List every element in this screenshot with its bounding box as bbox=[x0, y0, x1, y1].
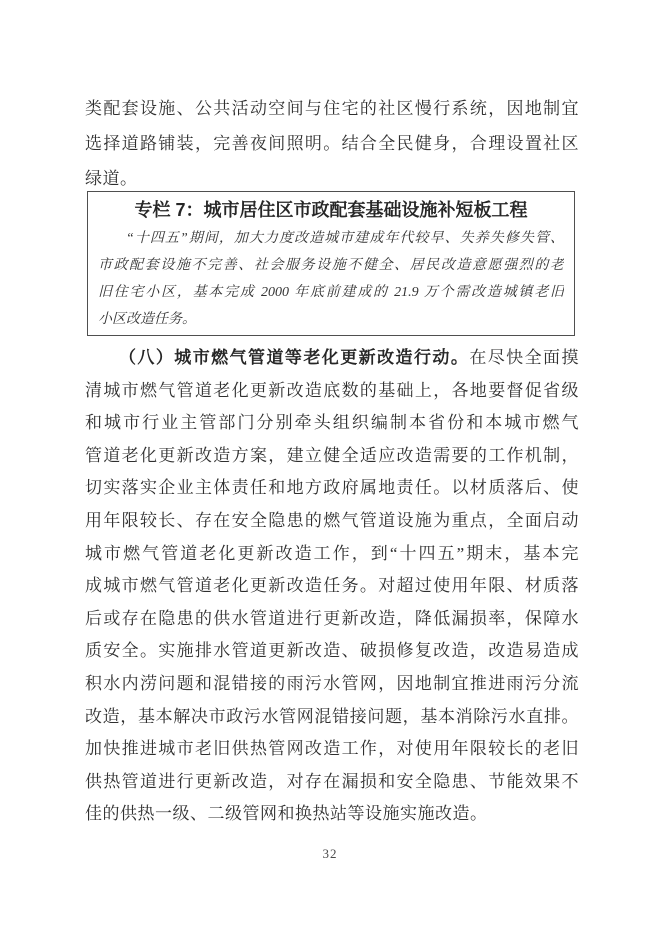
text-line: 绿道。 bbox=[85, 169, 138, 188]
text-line bbox=[85, 342, 579, 375]
text-line: 和城市行业主管部门分别牵头组织编制本省份和本城市燃气 bbox=[85, 413, 579, 433]
text-line: 选择道路铺装，完善夜间照明。结合全民健身，合理设置社区 bbox=[85, 134, 579, 153]
text-run: 在尽快全面摸 bbox=[469, 348, 579, 367]
text-line: 管道老化更新改造方案，建立健全适应改造需要的工作机制， bbox=[85, 445, 579, 465]
box-body bbox=[98, 225, 564, 333]
box-title: 专栏 7：城市居住区市政配套基础设施补短板工程 bbox=[134, 200, 528, 220]
text-line: 积水内涝问题和混错接的雨污水管网，因地制宜推进雨污分流 bbox=[85, 673, 579, 693]
text-line: 后或存在隐患的供水管道进行更新改造，降低漏损率，保障水 bbox=[85, 608, 579, 628]
paragraph-gas-pipeline-renewal bbox=[85, 342, 579, 831]
text-line: 类配套设施、公共活动空间与住宅的社区慢行系统，因地制宜 bbox=[85, 99, 579, 118]
text-line: 供热管道进行更新改造，对存在漏损和安全隐患、节能效果不 bbox=[85, 771, 579, 791]
text-line: 佳的供热一级、二级管网和换热站等设施实施改造。 bbox=[85, 804, 488, 824]
text-line: 成城市燃气管道老化更新改造任务。对超过使用年限、材质落 bbox=[85, 576, 579, 596]
text-line: 用年限较长、存在安全隐患的燃气管道设施为重点，全面启动 bbox=[85, 510, 579, 530]
text-line: 城市燃气管道老化更新改造工作，到“十四五”期末，基本完 bbox=[85, 543, 579, 563]
column-7-callout-box bbox=[87, 191, 575, 336]
text-line: 加快推进城市老旧供热管网改造工作，对使用年限较长的老旧 bbox=[85, 739, 579, 759]
text-line: 市政配套设施不完善、社会服务设施不健全、居民改造意愿强烈的老 bbox=[98, 258, 564, 273]
text-line: 小区改造任务。 bbox=[98, 312, 196, 327]
text-line: 切实落实企业主体责任和地方政府属地责任。以材质落后、使 bbox=[85, 478, 579, 498]
text-line: 改造，基本解决市政污水管网混错接问题，基本消除污水直排。 bbox=[85, 706, 579, 726]
text-line: 质安全。实施排水管道更新改造、破损修复改造，改造易造成 bbox=[85, 641, 579, 661]
text-line: “十四五”期间，加大力度改造城市建成年代较早、失养失修失管、 bbox=[126, 231, 564, 246]
page-number: 32 bbox=[322, 846, 338, 861]
section-heading: （八）城市燃气管道等老化更新改造行动。 bbox=[119, 348, 470, 367]
text-line: 旧住宅小区，基本完成 2000 年底前建成的 21.9 万个需改造城镇老旧 bbox=[98, 285, 564, 300]
text-line: 清城市燃气管道老化更新改造底数的基础上，各地要督促省级 bbox=[85, 380, 579, 400]
paragraph-community-facilities bbox=[85, 91, 579, 196]
